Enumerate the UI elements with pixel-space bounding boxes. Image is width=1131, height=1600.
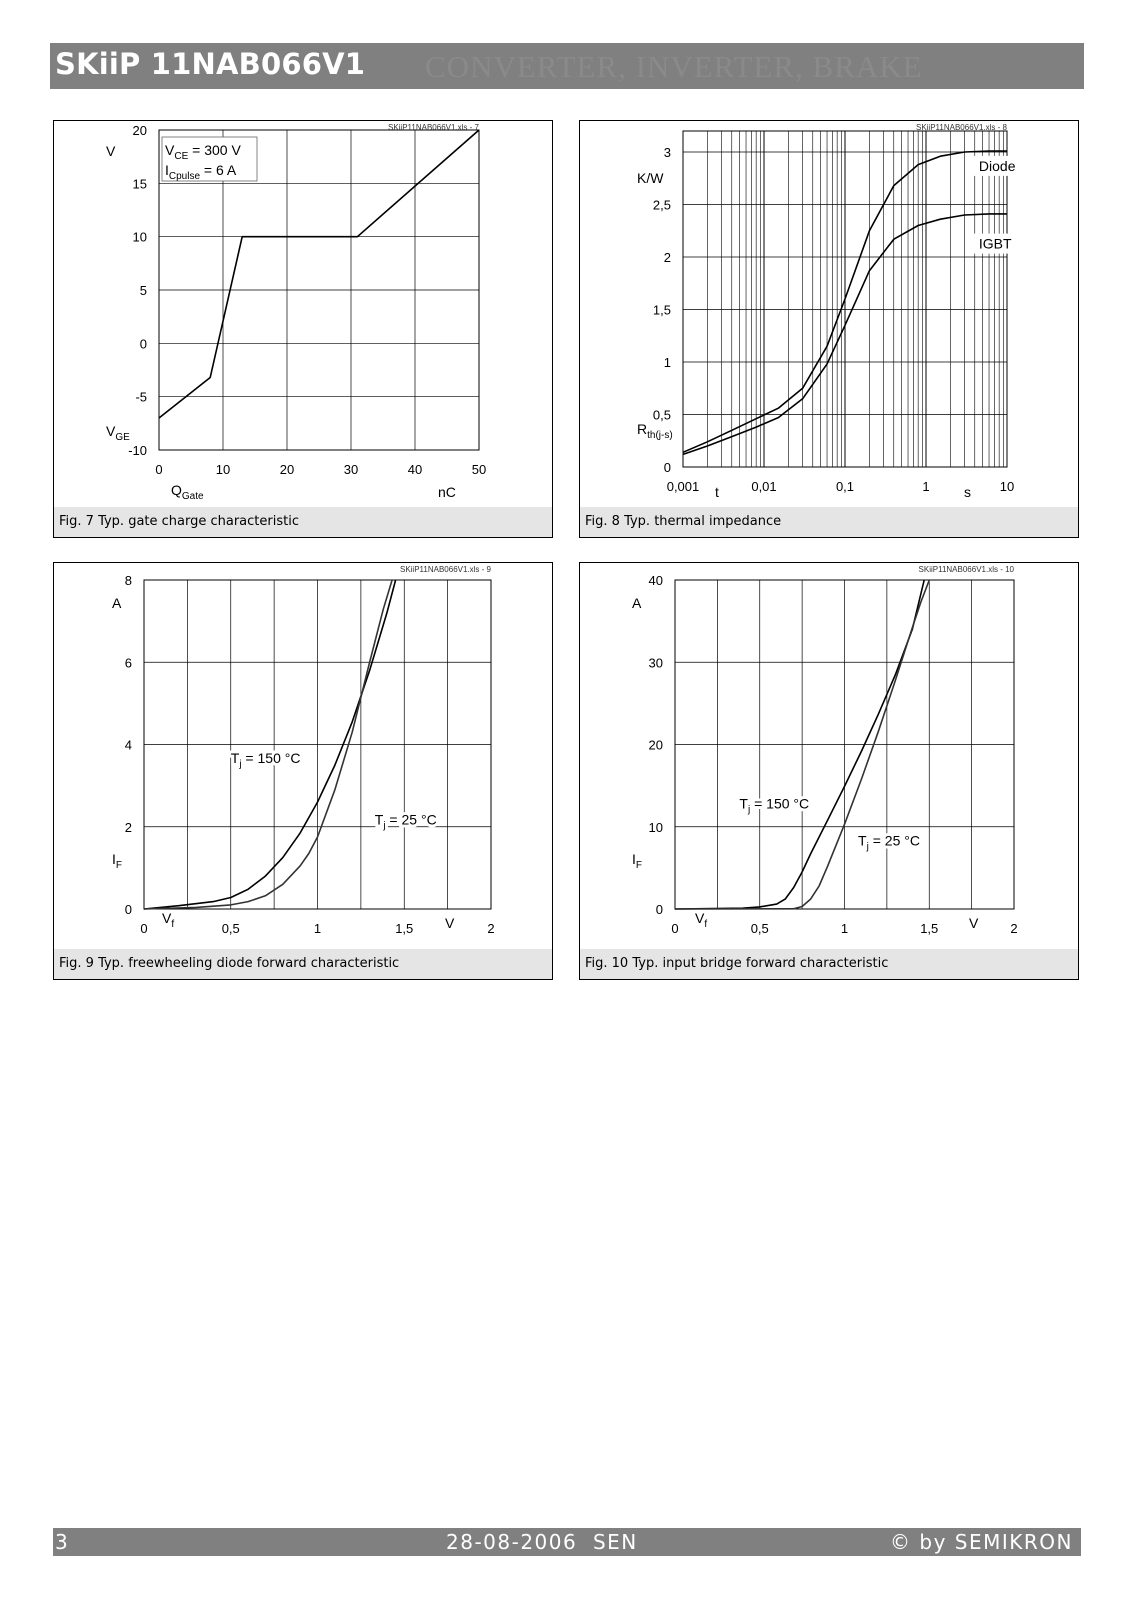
x-tick-label: 0 (155, 462, 163, 477)
document-title: SKiiP 11NAB066V1 (55, 47, 366, 81)
curve-label: Diode (978, 157, 1016, 174)
x-tick-label: 1 (840, 921, 849, 936)
curve-label: $T_j = 150$ °C (739, 795, 810, 816)
x-axis-unit: V (969, 915, 979, 931)
y-tick-label: 15 (132, 176, 147, 192)
x-tick-label: 1,5 (395, 921, 414, 936)
header-bar (50, 43, 1084, 89)
x-tick-label: 1 (922, 479, 930, 494)
x-tick-label: 1 (313, 921, 322, 936)
footer-copyright: © by SEMIKRON (890, 1530, 1073, 1554)
x-tick-label: 1,5 (920, 921, 939, 936)
x-tick-label: 0,5 (221, 921, 240, 936)
footer-bar (53, 1528, 1081, 1556)
x-tick-label: 0,01 (751, 479, 777, 494)
curve-label: IGBT (978, 235, 1012, 252)
x-tick-label: 0 (671, 921, 679, 936)
y-axis-label: $I_F$ (632, 851, 642, 871)
chart-file-label: SKiiP11NAB066V1.xls - 9 (399, 565, 491, 574)
x-tick-label: 50 (471, 462, 487, 477)
curve-label: $T_j = 150$ °C (230, 750, 301, 771)
curve-label: $T_j = 25$ °C (374, 811, 437, 832)
y-tick-label: 2,5 (652, 197, 671, 213)
x-tick-label: 2 (487, 921, 495, 936)
page-number: 3 (55, 1530, 70, 1554)
x-axis-label: $V_f$ (162, 910, 175, 930)
x-axis-label: $Q_{Gate}$ (171, 482, 204, 502)
y-tick-label: 0 (663, 460, 671, 475)
chart-caption: Fig. 8 Typ. thermal impedance (580, 507, 1078, 537)
y-tick-label: 0 (124, 902, 132, 917)
y-tick-label: 10 (648, 819, 663, 835)
y-axis-unit: A (632, 595, 642, 611)
y-tick-label: 0,5 (652, 407, 671, 423)
y-tick-label: 8 (124, 573, 132, 588)
y-axis-label: $R_{th(j-s)}$ (637, 421, 673, 441)
x-tick-label: 0,001 (666, 479, 700, 494)
x-tick-label: 10 (215, 462, 231, 477)
footer-date: 28-08-2006 SEN (446, 1530, 638, 1554)
y-tick-label: -5 (135, 389, 147, 405)
x-axis-unit: s (964, 484, 971, 500)
x-axis-unit: nC (438, 484, 456, 500)
x-tick-label: 0,5 (750, 921, 769, 936)
x-tick-label: 0 (140, 921, 148, 936)
y-axis-unit: A (112, 595, 122, 611)
x-axis-label: t (715, 484, 719, 500)
y-axis-label: $I_F$ (112, 851, 122, 871)
y-tick-label: -10 (128, 443, 147, 458)
y-tick-label: 30 (648, 655, 663, 671)
thermal-impedance-chart (580, 121, 1080, 509)
y-tick-label: 2 (124, 819, 132, 835)
x-axis-label: $V_f$ (695, 910, 708, 930)
x-tick-label: 10 (999, 479, 1015, 494)
y-axis-unit: K/W (637, 170, 664, 186)
y-tick-label: 2 (663, 250, 671, 265)
gate-charge-chart (54, 121, 554, 509)
y-axis-label: $V_{GE}$ (106, 423, 130, 443)
chart-panel-fig7 (53, 120, 553, 538)
y-tick-label: 6 (124, 655, 132, 671)
y-tick-label: 20 (648, 737, 663, 753)
x-tick-label: 0,1 (835, 479, 855, 494)
y-tick-label: 1 (663, 355, 671, 370)
chart-caption: Fig. 9 Typ. freewheeling diode forward characteristic (54, 949, 552, 979)
chart-caption: Fig. 10 Typ. input bridge forward characteristic (580, 949, 1078, 979)
chart-file-label: SKiiP11NAB066V1.xls - 7 (387, 123, 479, 132)
document-subtitle: CONVERTER, INVERTER, BRAKE (425, 49, 923, 84)
y-tick-label: 20 (132, 123, 147, 138)
legend-entry: $I_{Cpulse} = 6$ A (165, 162, 237, 182)
chart-file-label: SKiiP11NAB066V1.xls - 8 (915, 123, 1007, 132)
y-tick-label: 1,5 (652, 302, 671, 318)
y-tick-label: 5 (139, 283, 147, 298)
x-tick-label: 40 (407, 462, 423, 477)
x-tick-label: 20 (279, 462, 295, 477)
y-tick-label: 0 (655, 902, 663, 917)
freewheeling-diode-chart (54, 563, 554, 951)
x-axis-unit: V (445, 915, 455, 931)
y-axis-unit: V (106, 143, 116, 159)
chart-panel-fig10 (579, 562, 1079, 980)
curve-label: $T_j = 25$ °C (858, 832, 920, 853)
input-bridge-chart (580, 563, 1080, 951)
chart-file-label: SKiiP11NAB066V1.xls - 10 (918, 565, 1014, 574)
y-tick-label: 3 (663, 145, 671, 160)
chart-panel-fig8 (579, 120, 1079, 538)
y-tick-label: 4 (124, 737, 132, 753)
x-tick-label: 30 (343, 462, 359, 477)
chart-panel-fig9 (53, 562, 553, 980)
x-tick-label: 2 (1010, 921, 1018, 936)
y-tick-label: 10 (132, 229, 147, 245)
y-tick-label: 40 (648, 573, 663, 588)
chart-caption: Fig. 7 Typ. gate charge characteristic (54, 507, 552, 537)
legend-entry: $V_{CE} = 300$ V (165, 142, 241, 162)
y-tick-label: 0 (139, 336, 147, 352)
